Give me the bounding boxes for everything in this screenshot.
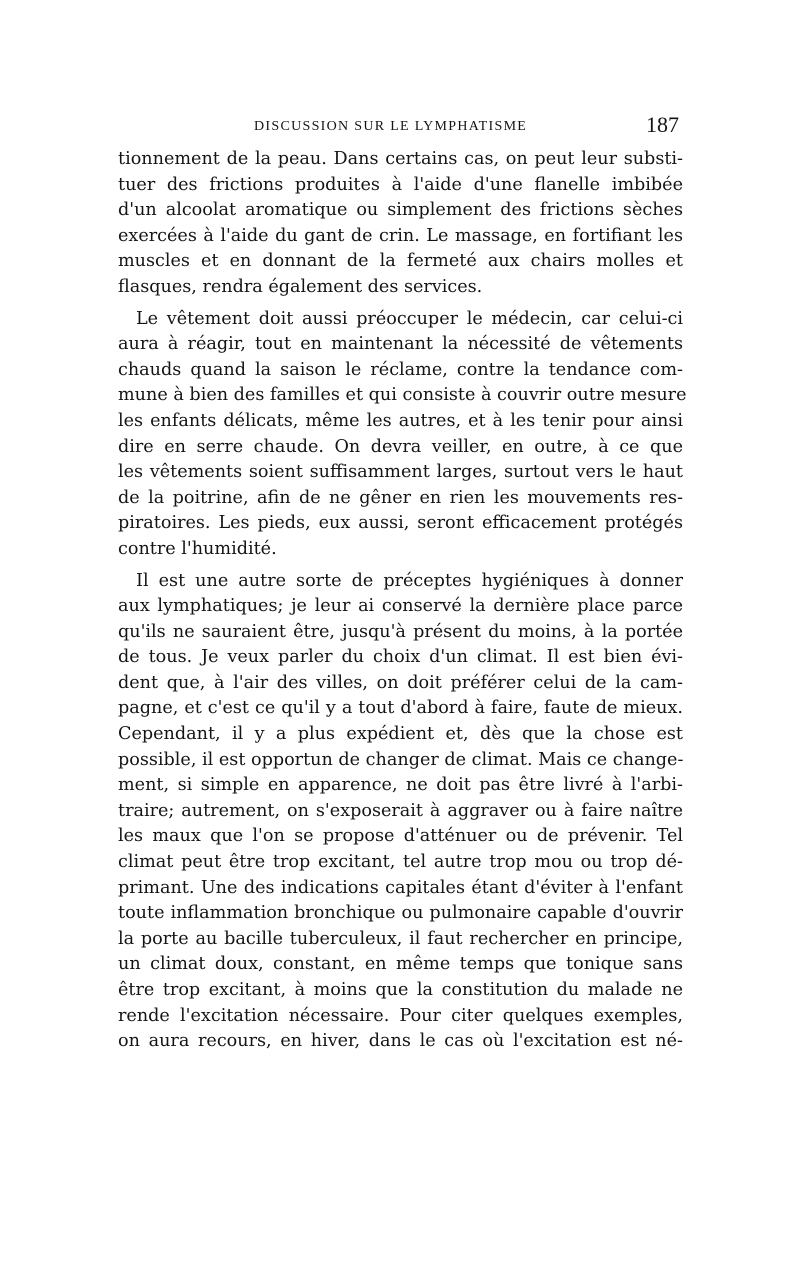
paragraph-vetement xyxy=(118,307,687,563)
text-line: qu'ils ne sauraient être, jusqu'à présent du moins, à la portée xyxy=(118,621,683,642)
text-line: les enfants délicats, même les autres, et à les tenir pour ainsi xyxy=(118,410,683,431)
page-number: 187 xyxy=(646,112,679,137)
text-line: de tous. Je veux parler du choix d'un climat. Il est bien évi- xyxy=(118,647,683,668)
body-text xyxy=(118,147,687,1055)
text-line: contre l'humidité. xyxy=(118,538,277,559)
text-line: piratoires. Les pieds, eux aussi, seront efficacement protégés xyxy=(118,513,683,534)
text-line: tionnement de la peau. Dans certains cas, on peut leur substi- xyxy=(118,149,683,169)
running-head xyxy=(118,112,683,142)
text-line: on aura recours, en hiver, dans le cas où l'excitation est né- xyxy=(118,1031,683,1052)
text-line: d'un alcoolat aromatique ou simplement des frictions sèches xyxy=(118,200,683,221)
paragraph-friction-massage xyxy=(118,147,683,301)
text-line: la porte au bacille tuberculeux, il faut rechercher en principe, xyxy=(118,928,683,949)
text-line: muscles et en donnant de la fermeté aux chairs molles et xyxy=(118,251,683,272)
text-line: les maux que l'on se propose d'atténuer ou de prévenir. Tel xyxy=(118,826,683,847)
text-line: possible, il est opportun de changer de climat. Mais ce change- xyxy=(118,749,684,770)
running-title: DISCUSSION SUR LE LYMPHATISME xyxy=(254,119,528,134)
text-line: Cependant, il y a plus expédient et, dès que la chose est xyxy=(118,724,683,745)
text-line: de la poitrine, afin de ne gêner en rien les mouvements res- xyxy=(118,487,683,508)
text-line: tuer des frictions produites à l'aide d'une flanelle imbibée xyxy=(118,174,683,195)
text-line: pagne, et c'est ce qu'il y a tout d'abord à faire, faute de mieux. xyxy=(118,698,683,719)
text-line: Le vêtement doit aussi préoccuper le médecin, car celui-ci xyxy=(136,308,683,329)
text-line: traire; autrement, on s'exposerait à aggraver ou à faire naître xyxy=(118,800,683,821)
text-line: ment, si simple en apparence, ne doit pas être livré à l'arbi- xyxy=(118,775,683,796)
text-line: Il est une autre sorte de préceptes hygiéniques à donner xyxy=(136,570,683,591)
text-line: primant. Une des indications capitales étant d'éviter à l'enfant xyxy=(118,877,683,898)
text-line: climat peut être trop excitant, tel autre trop mou ou trop dé- xyxy=(118,852,683,873)
text-line: toute inflammation bronchique ou pulmonaire capable d'ouvrir xyxy=(118,903,683,924)
text-line: un climat doux, constant, en même temps que tonique sans xyxy=(118,954,683,975)
text-line: mune à bien des familles et qui consiste à couvrir outre mesure xyxy=(118,385,687,406)
text-line: aura à réagir, tout en maintenant la nécessité de vêtements xyxy=(118,334,683,355)
text-line: dire en serre chaude. On devra veiller, en outre, à ce que xyxy=(118,436,683,457)
text-line: rende l'excitation nécessaire. Pour citer quelques exemples, xyxy=(118,1005,683,1026)
text-line: les vêtements soient suffisamment larges, surtout vers le haut xyxy=(118,462,683,483)
text-line: exercées à l'aide du gant de crin. Le massage, en fortifiant les xyxy=(118,225,683,246)
text-line: être trop excitant, à moins que la constitution du malade ne xyxy=(118,980,683,1000)
text-line: aux lymphatiques; je leur ai conservé la dernière place parce xyxy=(118,596,683,617)
text-line: dent que, à l'air des villes, on doit préférer celui de la cam- xyxy=(118,672,683,693)
text-line: chauds quand la saison le réclame, contre la tendance com- xyxy=(118,359,683,380)
paragraph-climat xyxy=(118,569,683,1055)
text-line: flasques, rendra également des services. xyxy=(118,276,483,297)
